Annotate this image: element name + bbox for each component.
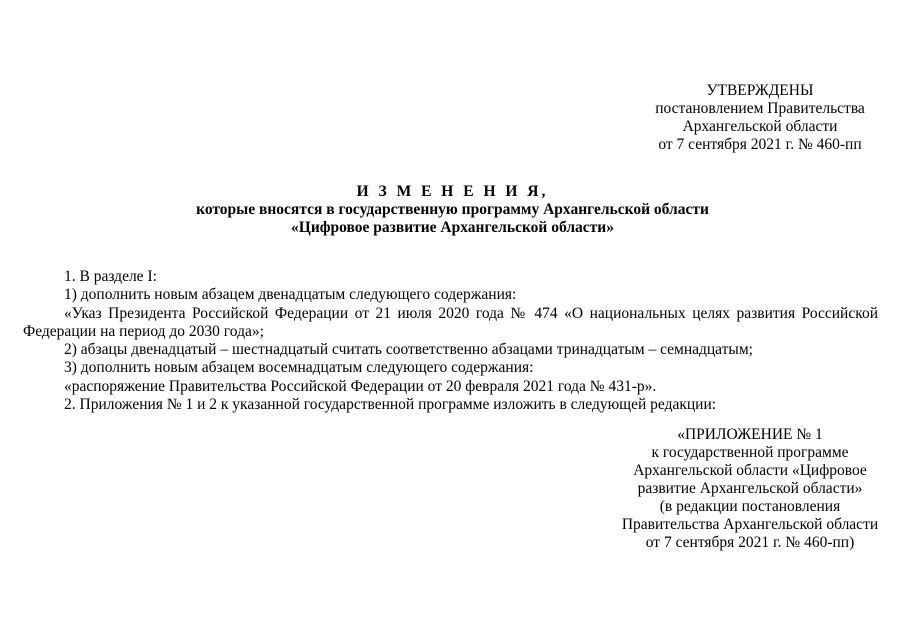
paragraph-quote-decree-cont: Федерации на период до 2030 года»;	[23, 322, 264, 340]
appendix-line: Архангельской области «Цифровое	[633, 462, 867, 479]
appendix-line: Правительства Архангельской области	[621, 516, 879, 533]
appendix-line: к государственной программе	[651, 444, 849, 461]
appendix-header	[605, 426, 895, 552]
approval-line: постановлением Правительства	[655, 100, 865, 117]
approval-stamp	[640, 82, 880, 154]
document-title	[0, 183, 905, 237]
paragraph-subitem-1: 1) дополнить новым абзацем двенадцатым следующего содержания:	[64, 286, 517, 304]
document-body	[23, 268, 878, 414]
paragraph-quote-decree: «Указ Президента Российской Федерации от 21 июля 2020 года № 474 «О национальных целях развития Российской	[64, 304, 878, 322]
title-subtitle: которые вносятся в государственную программу Архангельской области	[196, 201, 709, 218]
appendix-line: (в редакции постановления	[659, 498, 841, 515]
title-main: И З М Е Н Е Н И Я,	[356, 183, 549, 200]
paragraph-item-2: 2. Приложения № 1 и 2 к указанной государственной программе изложить в следующей редакции:	[64, 396, 717, 414]
approval-line: Архангельской области	[682, 118, 838, 135]
paragraph-item-1: 1. В разделе I:	[64, 268, 157, 285]
appendix-date: от 7 сентября 2021 г. № 460-пп)	[645, 534, 855, 551]
paragraph-quote-order: «распоряжение Правительства Российской Федерации от 20 февраля 2021 года № 431-р».	[64, 377, 657, 395]
paragraph-subitem-3: 3) дополнить новым абзацем восемнадцатым следующего содержания:	[64, 359, 534, 377]
approval-heading: УТВЕРЖДЕНЫ	[706, 82, 814, 99]
appendix-line: развитие Архангельской области»	[637, 480, 863, 497]
appendix-heading: «ПРИЛОЖЕНИЕ № 1	[677, 426, 823, 443]
approval-date: от 7 сентября 2021 г. № 460-пп	[658, 136, 862, 153]
paragraph-subitem-2: 2) абзацы двенадцатый – шестнадцатый считать соответственно абзацами тринадцатым – семнадцатым;	[64, 341, 753, 359]
title-program-name: «Цифровое развитие Архангельской области»	[291, 219, 614, 236]
